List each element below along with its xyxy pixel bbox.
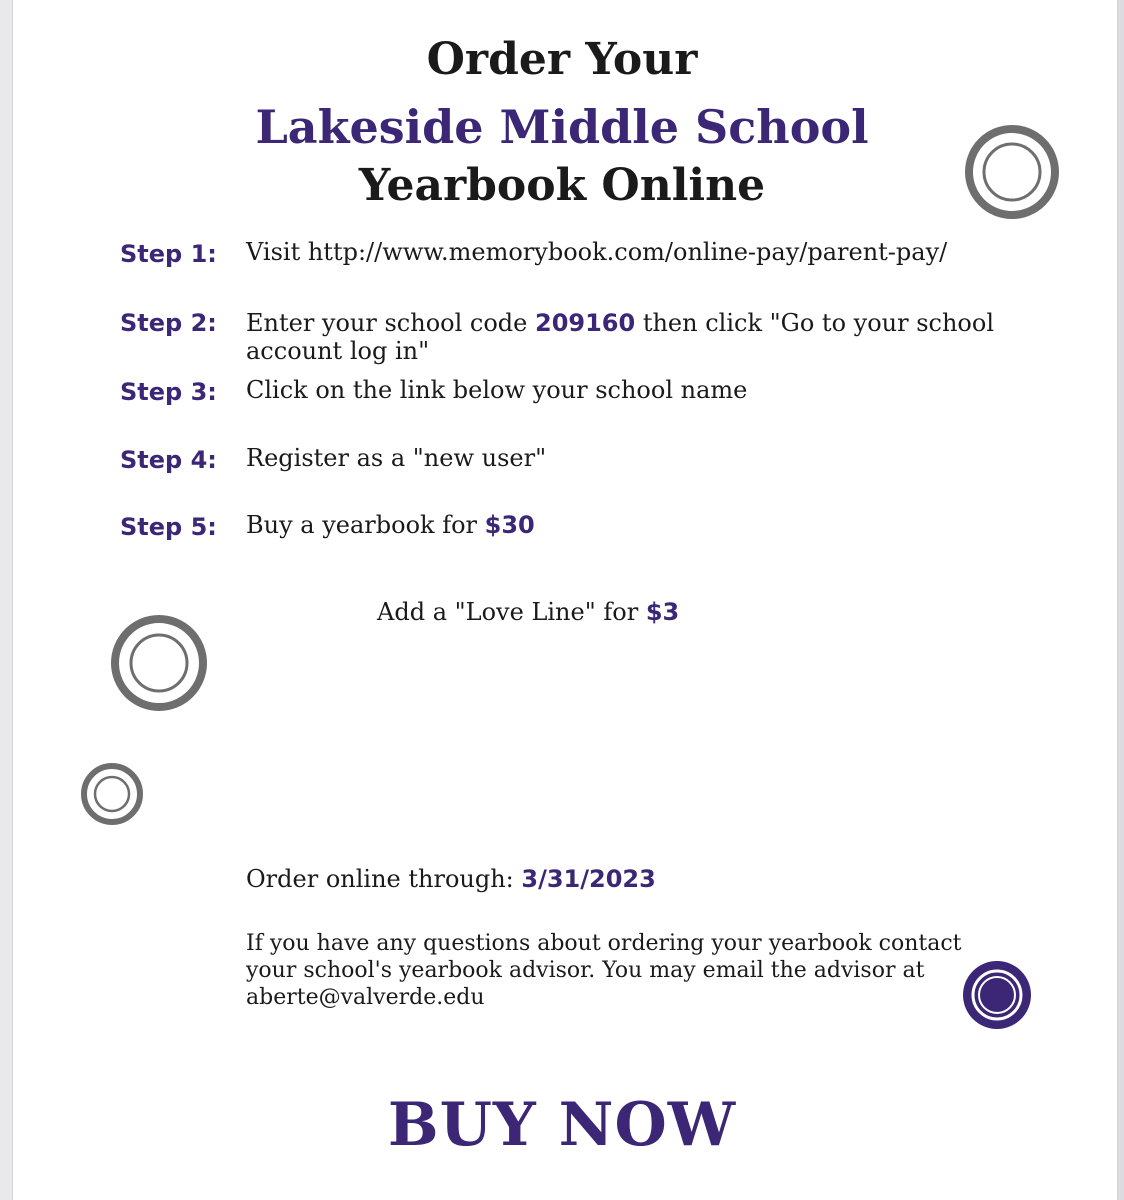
ring-icon-purple — [960, 958, 1034, 1032]
buy-now-button[interactable]: BUY NOW — [387, 1090, 737, 1160]
deadline-date: 3/31/2023 — [521, 865, 656, 893]
school-code: 209160 — [535, 309, 636, 337]
step-3-label: Step 3: — [120, 378, 217, 406]
step-4-text — [246, 444, 1026, 472]
step-5-instruction: Buy a yearbook for — [246, 511, 485, 539]
school-name: Lakeside Middle School — [255, 100, 869, 154]
step-1-label: Step 1: — [120, 240, 217, 268]
ring-icon-small-left — [78, 760, 146, 828]
step-2-text — [246, 309, 1016, 365]
yearbook-price: $30 — [484, 511, 535, 539]
step-4-instruction: Register as a "new user" — [246, 444, 547, 472]
step-2-instruction: Enter your school code — [246, 309, 535, 337]
contact-note: If you have any questions about ordering your yearbook contact your school's yearbook advisor. You may email the advisor at aberte@valverde.edu — [246, 931, 962, 1010]
title-line-3: Yearbook Online — [358, 160, 766, 211]
deadline-text: Order online through: — [246, 865, 522, 893]
step-5-label: Step 5: — [120, 513, 217, 541]
step-1-instruction: Visit http://www.memorybook.com/online-pay/parent-pay/ — [246, 238, 948, 266]
love-line-price: $3 — [645, 598, 680, 626]
step-3-text — [246, 376, 1026, 404]
step-3-instruction: Click on the link below your school name — [246, 376, 748, 404]
order-deadline — [246, 865, 1026, 893]
ring-icon-large-right — [962, 122, 1062, 222]
step-5-text — [246, 511, 1026, 539]
step-2-instruction-end: then click "Go to your school account log in" — [246, 309, 994, 365]
step-2-label: Step 2: — [120, 309, 217, 337]
step-4-label: Step 4: — [120, 446, 217, 474]
love-line-offer — [377, 598, 877, 626]
ring-icon-large-left — [108, 612, 210, 714]
love-line-text: Add a "Love Line" for — [377, 598, 646, 626]
step-1-text — [246, 238, 1026, 266]
title-line-1: Order Your — [426, 34, 698, 85]
